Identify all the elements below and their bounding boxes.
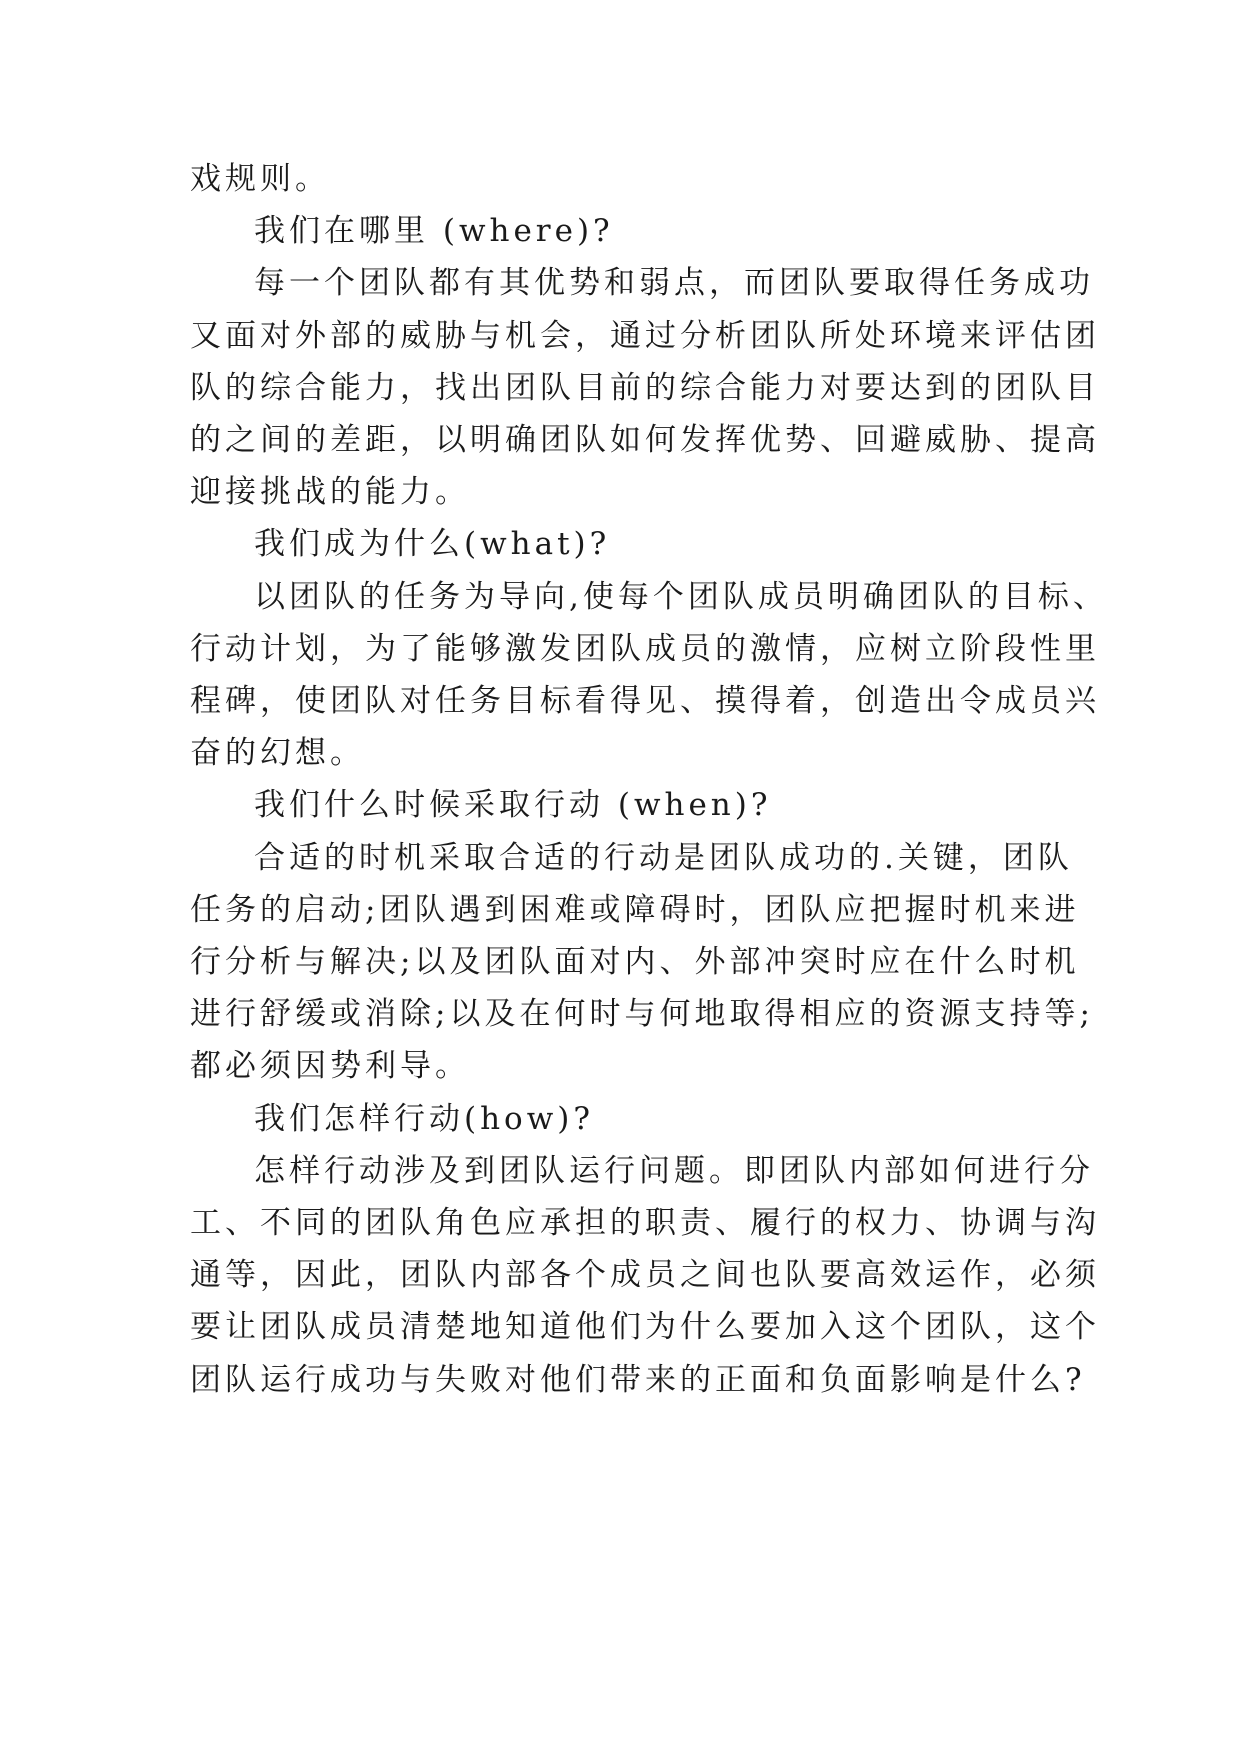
- paragraph-first-line: 我们什么时候采取行动 (when)?: [254, 787, 772, 824]
- paragraph-line: 通等，因此，团队内部各个成员之间也队要高效运作，必须: [190, 1257, 1100, 1294]
- paragraph-line: 团队运行成功与失败对他们带来的正面和负面影响是什么?: [190, 1361, 1086, 1398]
- paragraph-line: 都必须因势利导。: [190, 1048, 470, 1085]
- paragraph-line: 迎接挑战的能力。: [190, 474, 470, 511]
- paragraph-line: 的之间的差距，以明确团队如何发挥优势、回避威胁、提高: [190, 422, 1100, 458]
- paragraph-line: 队的综合能力，找出团队目前的综合能力对要达到的团队目: [190, 369, 1100, 406]
- paragraph-first-line: 每一个团队都有其优势和弱点，而团队要取得任务成功: [254, 265, 1094, 302]
- paragraph-line: 奋的幻想。: [190, 735, 365, 772]
- paragraph-line: 程碑，使团队对任务目标看得见、摸得着，创造出令成员兴: [190, 683, 1100, 719]
- paragraph-line: 工、不同的团队角色应承担的职责、履行的权力、协调与沟: [190, 1205, 1100, 1241]
- paragraph-line: 又面对外部的威胁与机会，通过分析团队所处环境来评估团: [190, 317, 1100, 354]
- paragraph-first-line: 我们在哪里 (where)?: [254, 213, 614, 250]
- paragraph-line: 进行舒缓或消除;以及在何时与何地取得相应的资源支持等;: [190, 996, 1094, 1033]
- paragraph-first-line: 我们怎样行动(how)?: [254, 1100, 594, 1137]
- paragraph-line: 任务的启动;团队遇到困难或障碍时，团队应把握时机来进: [190, 891, 1080, 928]
- paragraph-first-line: 以团队的任务为导向,使每个团队成员明确团队的目标、: [254, 578, 1108, 615]
- paragraph-first-line: 怎样行动涉及到团队运行问题。即团队内部如何进行分: [254, 1152, 1094, 1189]
- paragraph-line: 戏规则。: [190, 161, 330, 197]
- paragraph-first-line: 我们成为什么(what)?: [254, 526, 611, 563]
- paragraph-line: 要让团队成员清楚地知道他们为什么要加入这个团队，这个: [190, 1309, 1100, 1346]
- paragraph-first-line: 合适的时机采取合适的行动是团队成功的.关键，团队: [254, 839, 1073, 876]
- paragraph-line: 行动计划，为了能够激发团队成员的激情，应树立阶段性里: [190, 630, 1100, 667]
- paragraph-line: 行分析与解决;以及团队面对内、外部冲突时应在什么时机: [190, 944, 1080, 980]
